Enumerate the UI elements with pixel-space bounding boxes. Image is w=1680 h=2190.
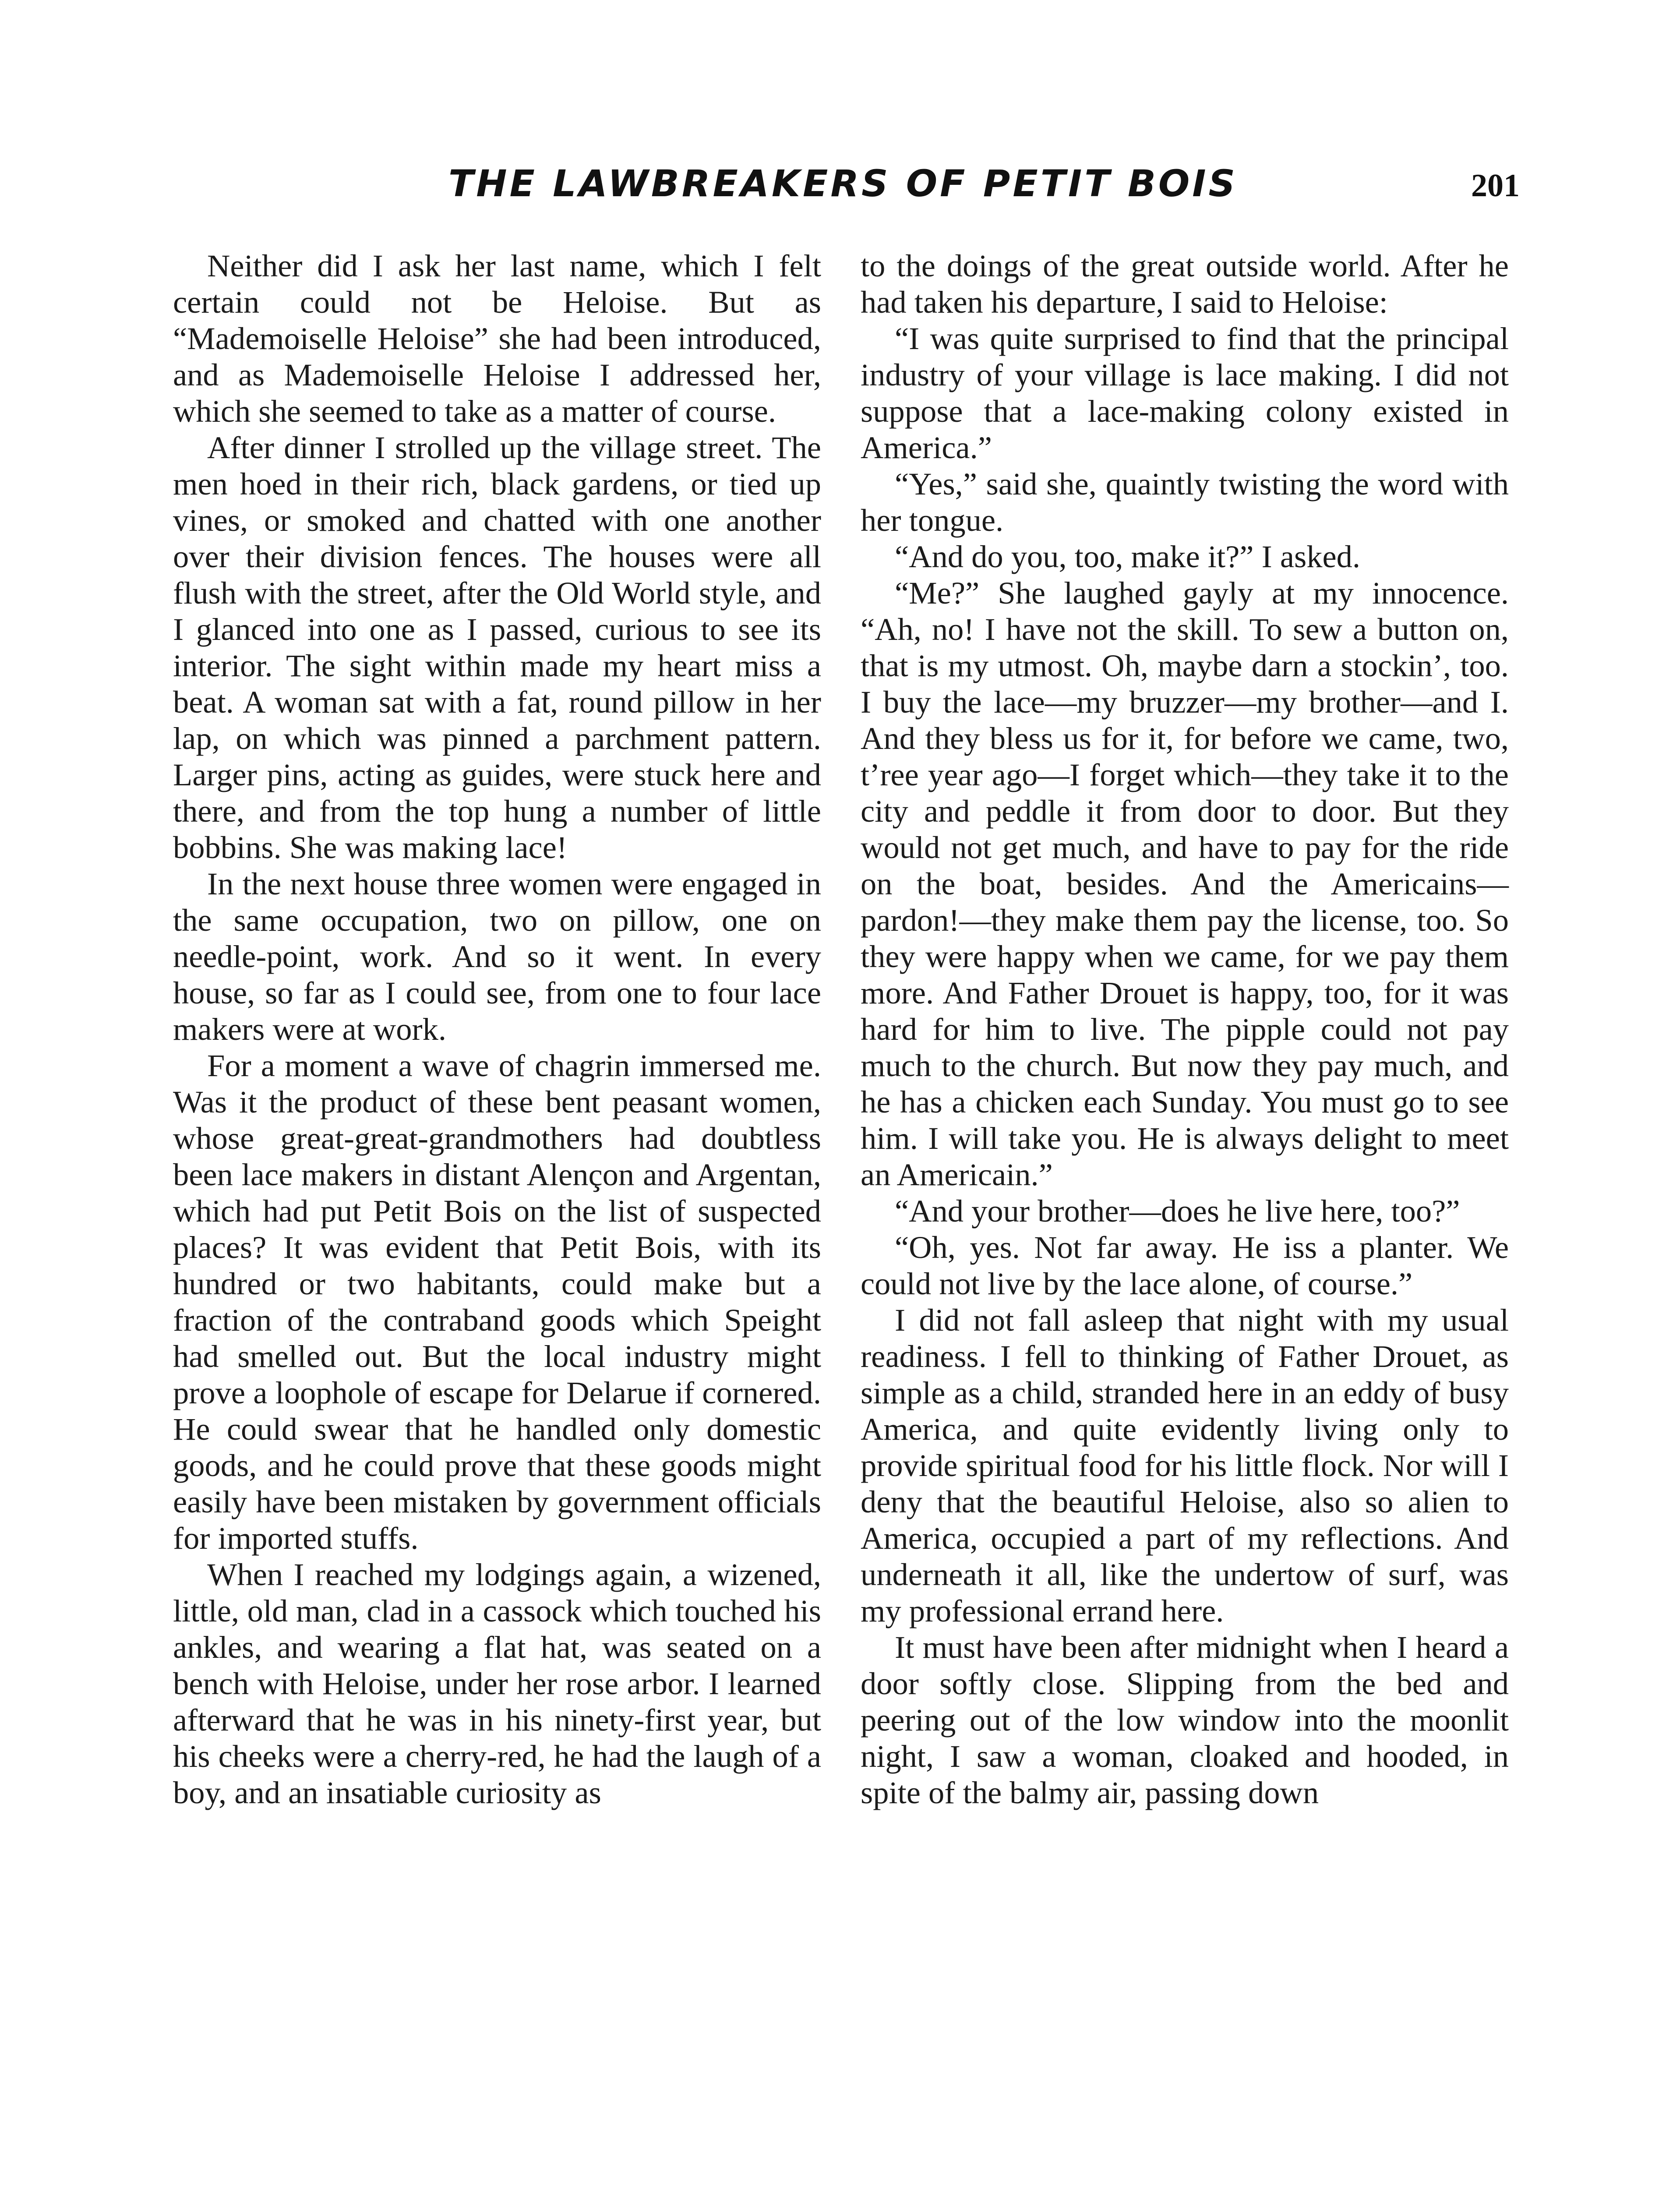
right-column	[861, 247, 1509, 1811]
paragraph: “Oh, yes. Not far away. He iss a planter. We could not live by the lace alone, of course.”	[861, 1229, 1509, 1301]
paragraph: For a moment a wave of chagrin immersed me. Was it the product of these bent peasant women, whose great-great-grandmothers had doubtless been lace makers in distant Alençon and Argentan, which had put Petit Bois on the list of suspected places? It was evident that Petit Bois, with its hundred or two habitants, could make but a fraction of the contraband goods which Speight had smelled out. But the local industry might prove a loophole of escape for Delarue if cornered. He could swear that he handled only domestic goods, and he could prove that these goods might easily have been mistaken by government officials for imported stuffs.	[173, 1048, 821, 1556]
paragraph: “Me?” She laughed gayly at my innocence. “Ah, no! I have not the skill. To sew a button on, that is my utmost. Oh, maybe darn a stockin’, too. I buy the lace—my bruzzer—my brother—and I. And they bless us for it, for before we came, two, t’ree year ago—I forget which—they take it to the city and peddle it from door to door. But they would not get much, and have to pay for the ride on the boat, besides. And the Americains—pardon!—they make them pay the license, too. So they were happy when we came, for we pay them more. And Father Drouet is happy, too, for it was hard for him to live. The pipple could not pay much to the church. But now they pay much, and he has a chicken each Sunday. You must go to see him. I will take you. He is always delight to meet an Americain.”	[861, 575, 1509, 1192]
paragraph: When I reached my lodgings again, a wizened, little, old man, clad in a cassock which touched his ankles, and wearing a flat hat, was seated on a bench with Heloise, under her rose arbor. I learned afterward that he was in his ninety-first year, but his cheeks were a cherry-red, he had the laugh of a boy, and an insatiable curiosity as	[173, 1557, 821, 1810]
paragraph: In the next house three women were engaged in the same occupation, two on pillow, one on needle-point, work. And so it went. In every house, so far as I could see, from one to four lace makers were at work.	[173, 866, 821, 1047]
paragraph: “Yes,” said she, quaintly twisting the word with her tongue.	[861, 466, 1509, 538]
paragraph: “And do you, too, make it?” I asked.	[895, 539, 1361, 574]
paragraph: “And your brother—does he live here, too?”	[895, 1193, 1460, 1229]
paragraph: After dinner I strolled up the village street. The men hoed in their rich, black gardens, or tied up vines, or smoked and chatted with one another over their division fences. The houses were all flush with the street, after the Old World style, and I glanced into one as I passed, curious to see its interior. The sight within made my heart miss a beat. A woman sat with a fat, round pillow in her lap, on which was pinned a parchment pattern. Larger pins, acting as guides, were stuck here and there, and from the top hung a number of little bobbins. She was making lace!	[173, 430, 821, 865]
paragraph: I did not fall asleep that night with my usual readiness. I fell to thinking of Father Drouet, as simple as a child, stranded here in an eddy of busy America, and quite evidently living only to provide spiritual food for his little flock. Nor will I deny that the beautiful Heloise, also so alien to America, occupied a part of my reflections. And underneath it all, like the undertow of surf, was my professional errand here.	[861, 1302, 1509, 1628]
paragraph: It must have been after midnight when I heard a door softly close. Slipping from the bed and peering out of the low window into the moonlit night, I saw a woman, cloaked and hooded, in spite of the balmy air, passing down	[861, 1629, 1509, 1810]
paragraph: “I was quite surprised to find that the principal industry of your village is lace making. I did not suppose that a lace-making colony existed in America.”	[861, 321, 1509, 465]
running-title: THE LAWBREAKERS OF PETIT BOIS	[448, 162, 1238, 205]
left-column	[173, 247, 821, 1811]
paragraph-continuation: to the doings of the great outside world. After he had taken his departure, I said to Heloise:	[861, 248, 1509, 320]
page-number: 201	[1471, 168, 1520, 204]
running-head	[166, 162, 1520, 215]
paragraph: Neither did I ask her last name, which I felt certain could not be Heloise. But as “Mademoiselle Heloise” she had been introduced, and as Mademoiselle Heloise I addressed her, which she seemed to take as a matter of course.	[173, 248, 821, 429]
